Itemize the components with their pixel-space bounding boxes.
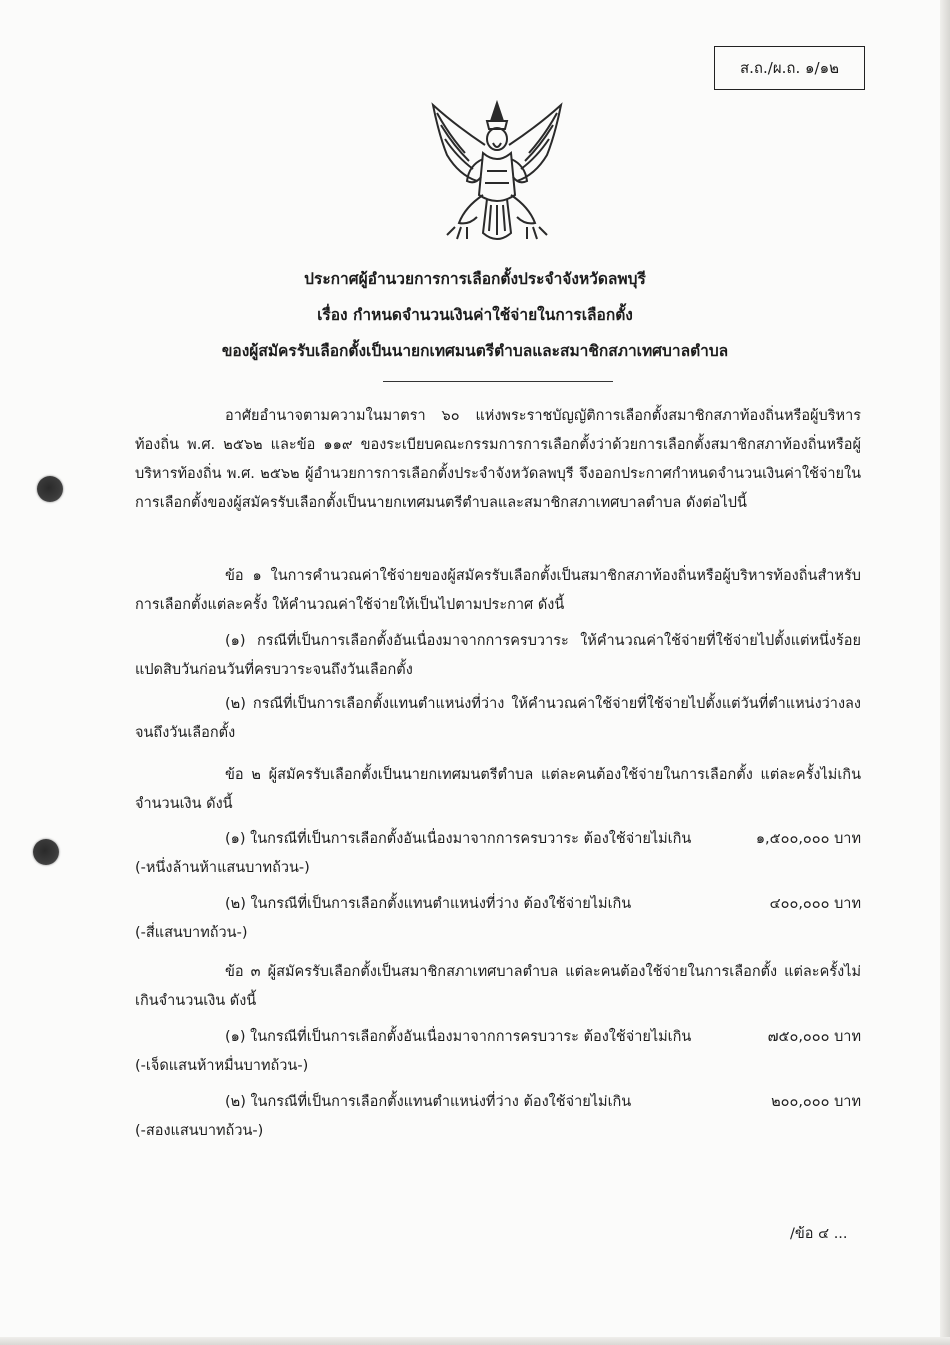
currency-unit: บาท [834,1094,861,1110]
clause-3-item-2 [135,1088,861,1146]
clause-3-item-1 [135,1023,861,1081]
clause-2-item-1-words: (-หนึ่งล้านห้าแสนบาทถ้วน-) [135,860,310,876]
clause-2-item-2-amount: ๔๐๐,๐๐๐ [769,896,830,912]
clause-3-item-2-words: (-สองแสนบาทถ้วน-) [135,1123,264,1139]
clause-3-item-2-text: (๒) ในกรณีที่เป็นการเลือกตั้งแทนตำแหน่งที่ว่าง ต้องใช้จ่ายไม่เกิน [225,1094,632,1110]
punch-hole [37,476,63,502]
clause-1-item-2: (๒) กรณีที่เป็นการเลือกตั้งแทนตำแหน่งที่ว่าง ให้คำนวณค่าใช้จ่ายที่ใช้จ่ายไปตั้งแต่วันที่ตำแหน่งว่างลงจนถึงวันเลือกตั้ง [135,696,861,741]
paper-edge-bottom [0,1337,950,1345]
clause-2-item-1 [135,825,861,883]
intro-paragraph: อาศัยอำนาจตามความในมาตรา ๖๐ แห่งพระราชบัญญัติการเลือกตั้งสมาชิกสภาท้องถิ่นหรือผู้บริหารท้องถิ่น พ.ศ. ๒๕๖๒ และข้อ ๑๑๙ ของระเบียบคณะกรรมการการเลือกตั้งว่าด้วยการเลือกตั้งสมาชิกสภาท้องถิ่นหรือผู้บริหารท้องถิ่น พ.ศ. ๒๕๖๒ ผู้อำนวยการการเลือกตั้งประจำจังหวัดลพบุรี จึงออกประกาศกำหนดจำนวนเงินค่าใช้จ่ายในการเลือกตั้งของผู้สมัครรับเลือกตั้งเป็นนายกเทศมนตรีตำบลและสมาชิกสภาเทศบาลตำบล ดังต่อไปนี้ [135,408,861,511]
currency-unit: บาท [834,1029,861,1045]
announcement-subject-cont: ของผู้สมัครรับเลือกตั้งเป็นนายกเทศมนตรีตำบลและสมาชิกสภาเทศบาลตำบล [221,342,729,360]
clause-3-item-1-amount: ๗๕๐,๐๐๐ [767,1029,830,1045]
clause-2: ข้อ ๒ ผู้สมัครรับเลือกตั้งเป็นนายกเทศมนตรีตำบล แต่ละคนต้องใช้จ่ายในการเลือกตั้ง แต่ละครั้งไม่เกินจำนวนเงิน ดังนี้ [135,767,861,812]
form-code-box [714,46,865,90]
clause-1-item-1: (๑) กรณีที่เป็นการเลือกตั้งอันเนื่องมาจากการครบวาระ ให้คำนวณค่าใช้จ่ายที่ใช้จ่ายไปตั้งแต่หนึ่งร้อยแปดสิบวันก่อนวันที่ครบวาระจนถึงวันเลือกตั้ง [135,633,861,678]
announcement-title: ประกาศผู้อำนวยการการเลือกตั้งประจำจังหวัดลพบุรี [304,270,646,288]
clause-2-item-1-text: (๑) ในกรณีที่เป็นการเลือกตั้งอันเนื่องมาจากการครบวาระ ต้องใช้จ่ายไม่เกิน [225,831,692,847]
continuation-marker: /ข้อ ๔ ... [790,1226,848,1242]
clause-3-item-2-amount: ๒๐๐,๐๐๐ [771,1094,830,1110]
currency-unit: บาท [834,896,861,912]
garuda-emblem-icon [425,95,570,250]
form-code: ส.ถ./ผ.ถ. ๑/๑๒ [740,59,839,77]
clause-2-item-1-amount: ๑,๕๐๐,๐๐๐ [755,831,830,847]
currency-unit: บาท [834,831,861,847]
clause-3-item-1-text: (๑) ในกรณีที่เป็นการเลือกตั้งอันเนื่องมาจากการครบวาระ ต้องใช้จ่ายไม่เกิน [225,1029,692,1045]
clause-2-item-2 [135,890,861,948]
clause-2-item-2-text: (๒) ในกรณีที่เป็นการเลือกตั้งแทนตำแหน่งที่ว่าง ต้องใช้จ่ายไม่เกิน [225,896,632,912]
clause-3-item-1-words: (-เจ็ดแสนห้าหมื่นบาทถ้วน-) [135,1058,309,1074]
paper-edge [940,0,950,1345]
clause-3: ข้อ ๓ ผู้สมัครรับเลือกตั้งเป็นสมาชิกสภาเทศบาลตำบล แต่ละคนต้องใช้จ่ายในการเลือกตั้ง แต่ละครั้งไม่เกินจำนวนเงิน ดังนี้ [135,964,861,1009]
title-divider [383,381,613,382]
clause-2-item-2-words: (-สี่แสนบาทถ้วน-) [135,925,248,941]
clause-1: ข้อ ๑ ในการคำนวณค่าใช้จ่ายของผู้สมัครรับเลือกตั้งเป็นสมาชิกสภาท้องถิ่นหรือผู้บริหารท้องถิ่นสำหรับการเลือกตั้งแต่ละครั้ง ให้คำนวณค่าใช้จ่ายให้เป็นไปตามประกาศ ดังนี้ [135,568,861,613]
announcement-subject: เรื่อง กำหนดจำนวนเงินค่าใช้จ่ายในการเลือกตั้ง [317,306,633,324]
punch-hole [33,839,59,865]
